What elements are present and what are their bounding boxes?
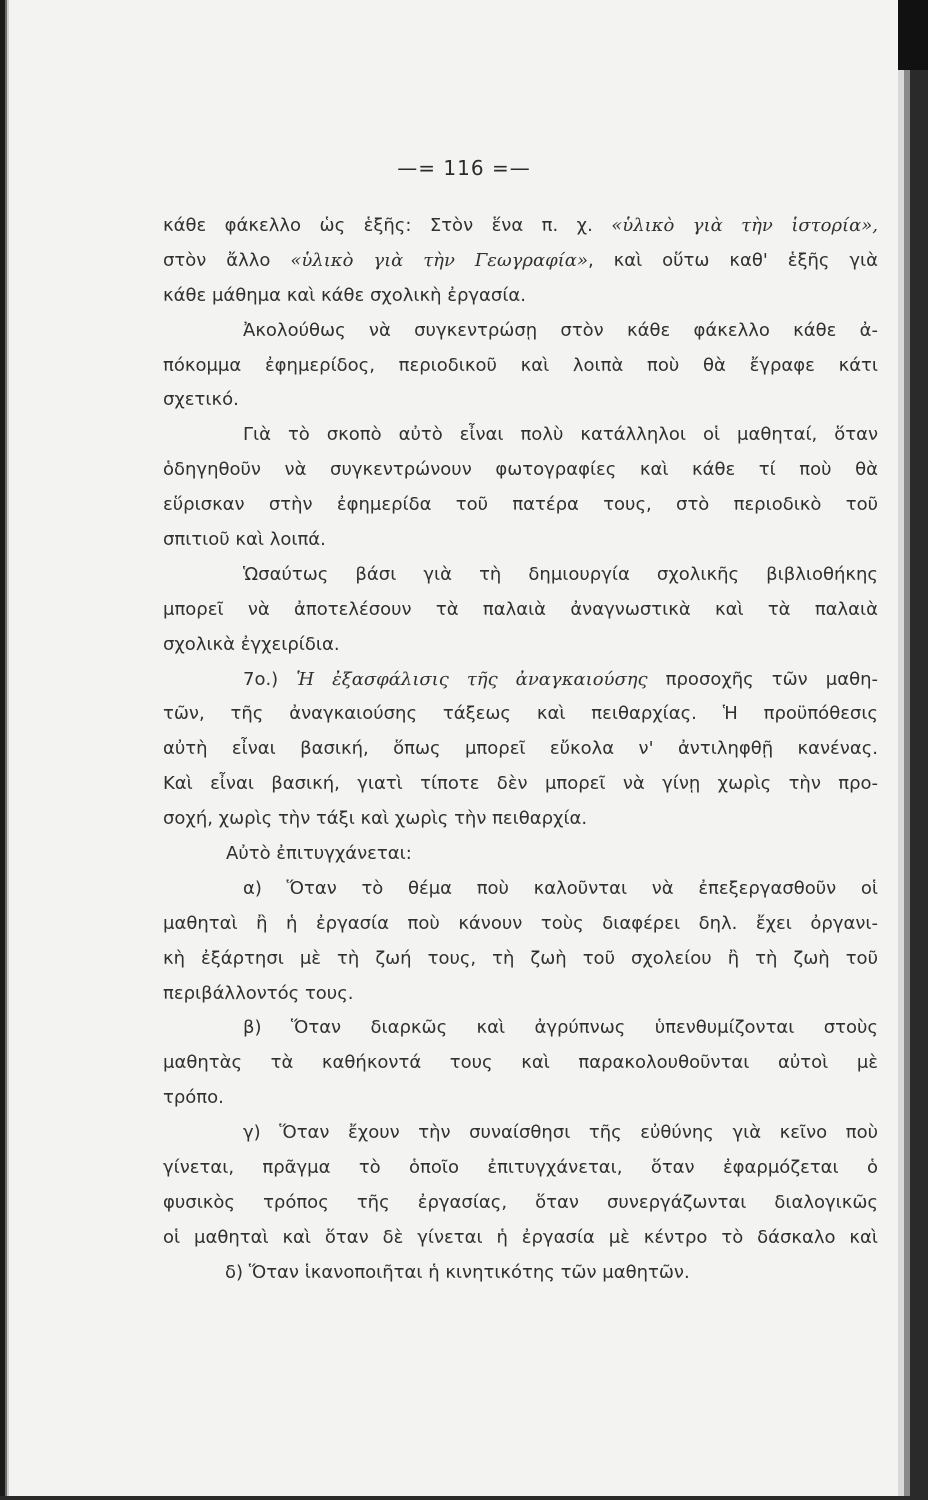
text-line: περιβάλλοντός τους. bbox=[163, 982, 354, 1004]
text-line: τῶν, τῆς ἀναγκαιούσης τάξεως καὶ πειθαρχίας. Ἡ προϋπόθεσις bbox=[163, 703, 878, 725]
text-line: γίνεται, πρᾶγμα τὸ ὁποῖο ἐπιτυγχάνεται, ὅταν ἐφαρμόζεται ὁ bbox=[163, 1157, 878, 1179]
body-text bbox=[163, 209, 878, 1291]
text-line: οἱ μαθηταὶ καὶ ὅταν δὲ γίνεται ἡ ἐργασία μὲ κέντρο τὸ δάσκαλο καὶ bbox=[163, 1226, 878, 1248]
text-line: κάθε φάκελλο ὡς ἑξῆς: Στὸν ἕνα π. χ. «ὑλικὸ γιὰ τὴν ἱστορία», bbox=[163, 215, 878, 236]
text-line: κάθε μάθημα καὶ κάθε σχολικὴ ἐργασία. bbox=[163, 284, 526, 306]
list-item-line: α) Ὅταν τὸ θέμα ποὺ καλοῦνται νὰ ἐπεξεργασθοῦν οἱ bbox=[243, 877, 878, 899]
page-number: —= 116 =— bbox=[397, 156, 531, 180]
list-item-line: γ) Ὅταν ἔχουν τὴν συναίσθησι τῆς εὐθύνης γιὰ κεῖνο ποὺ bbox=[243, 1122, 878, 1144]
text-line: σχολικὰ ἐγχειρίδια. bbox=[163, 633, 340, 655]
text-line: Ὡσαύτως βάσι γιὰ τὴ δημιουργία σχολικῆς βιβλιοθήκης bbox=[243, 563, 878, 585]
text-line: κὴ ἐξάρτησι μὲ τὴ ζωή τους, τὴ ζωὴ τοῦ σχολείου ἢ τὴ ζωὴ τοῦ bbox=[163, 947, 878, 969]
text-line: μαθηταὶ ἢ ἡ ἐργασία ποὺ κάνουν τοὺς διαφέρει δηλ. ἔχει ὀργανι- bbox=[163, 912, 878, 934]
text-line: Καὶ εἶναι βασική, γιατὶ τίποτε δὲν μπορεῖ νὰ γίνῃ χωρὶς τὴν προ- bbox=[163, 773, 878, 795]
scan-border-corner bbox=[898, 0, 928, 70]
text-line: σοχή, χωρὶς τὴν τάξι καὶ χωρὶς τὴν πειθαρχία. bbox=[163, 808, 588, 830]
text-line: τρόπο. bbox=[163, 1087, 224, 1109]
text-line: σχετικό. bbox=[163, 389, 239, 411]
list-item-line: δ) Ὅταν ἱκανοποιῆται ἡ κινητικότης τῶν μαθητῶν. bbox=[225, 1261, 690, 1283]
text-line: μπορεῖ νὰ ἀποτελέσουν τὰ παλαιὰ ἀναγνωστικὰ καὶ τὰ παλαιὰ bbox=[163, 598, 878, 620]
text-line: μαθητὰς τὰ καθήκοντά τους καὶ παρακολουθοῦνται αὐτοὶ μὲ bbox=[163, 1052, 878, 1074]
text-line: Ἀκολούθως νὰ συγκεντρώσῃ στὸν κάθε φάκελλο κάθε ἀ- bbox=[243, 319, 878, 341]
text-line: σπιτιοῦ καὶ λοιπά. bbox=[163, 529, 326, 551]
scan-border-left bbox=[0, 0, 9, 1500]
section-heading-line: 7ο.) Ἡ ἐξασφάλισις τῆς ἀναγκαιούσης προσοχῆς τῶν μαθη- bbox=[243, 668, 878, 690]
scan-border-bottom bbox=[0, 1496, 928, 1500]
text-line: αὐτὴ εἶναι βασική, ὅπως μπορεῖ εὔκολα ν' ἀντιληφθῇ κανένας. bbox=[163, 738, 878, 760]
scan-border-right bbox=[898, 0, 928, 1500]
text-line: Αὐτὸ ἐπιτυγχάνεται: bbox=[226, 843, 412, 865]
text-line: φυσικὸς τρόπος τῆς ἐργασίας, ὅταν συνεργάζωνται διαλογικῶς bbox=[163, 1191, 878, 1213]
text-line: Γιὰ τὸ σκοπὸ αὐτὸ εἶναι πολὺ κατάλληλοι οἱ μαθηταί, ὅταν bbox=[243, 424, 878, 446]
text-line: πόκομμα ἐφημερίδος, περιοδικοῦ καὶ λοιπὰ ποὺ θὰ ἔγραφε κάτι bbox=[163, 354, 878, 376]
text-line: εὕρισκαν στὴν ἐφημερίδα τοῦ πατέρα τους, στὸ περιοδικὸ τοῦ bbox=[163, 494, 878, 516]
text-line: στὸν ἄλλο «ὑλικὸ γιὰ τὴν Γεωγραφία», καὶ οὕτω καθ' ἑξῆς γιὰ bbox=[163, 249, 878, 271]
text-line: ὁδηγηθοῦν νὰ συγκεντρώνουν φωτογραφίες καὶ κάθε τί ποὺ θὰ bbox=[163, 459, 878, 481]
list-item-line: β) Ὅταν διαρκῶς καὶ ἀγρύπνως ὑπενθυμίζονται στοὺς bbox=[243, 1017, 878, 1039]
